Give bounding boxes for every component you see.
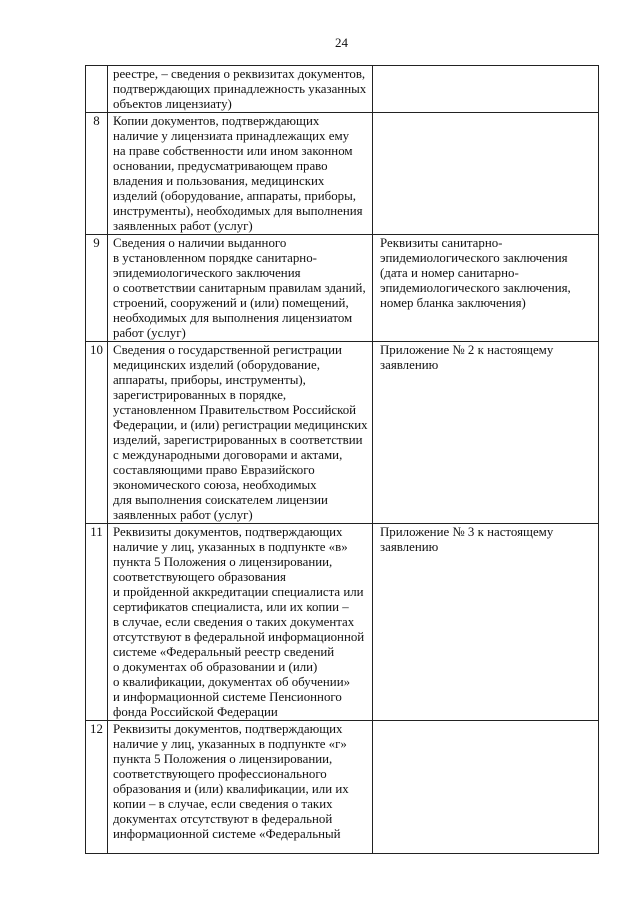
row-description: Сведения о наличии выданного в установленном порядке санитарно- эпидемиологического заключения о соответствии санитарным правилам зданий, строений, сооружений и (или) помещений, необходимых для выполнения лицензиатом работ (услуг) bbox=[108, 235, 373, 342]
row-requisites bbox=[373, 66, 599, 113]
table-row bbox=[86, 235, 599, 342]
table-row bbox=[86, 66, 599, 113]
row-description: Реквизиты документов, подтверждающих наличие у лиц, указанных в подпункте «г» пункта 5 Положения о лицензировании, соответствующего профессионального образования и (или) квалификации, или их копии – в случае, если сведения о таких документах отсутствуют в федеральной информационной системе «Федеральный bbox=[108, 721, 373, 854]
row-requisites bbox=[373, 113, 599, 235]
row-requisites bbox=[373, 721, 599, 854]
table-row bbox=[86, 721, 599, 854]
row-number: 9 bbox=[86, 235, 108, 342]
row-description: Реквизиты документов, подтверждающих наличие у лиц, указанных в подпункте «в» пункта 5 Положения о лицензировании, соответствующего образования и пройденной аккредитации специалиста или сертификатов специалиста, или их копии – в случае, если сведения о таких документах отсутствуют в федеральной информационной системе «Федеральный реестр сведений о документах об образовании и (или) о квалификации, документах об обучении» и информационной системе Пенсионного фонда Российской Федерации bbox=[108, 524, 373, 721]
row-number bbox=[86, 66, 108, 113]
page-number: 24 bbox=[335, 35, 348, 50]
table-row bbox=[86, 113, 599, 235]
row-number: 11 bbox=[86, 524, 108, 721]
table-row bbox=[86, 524, 599, 721]
row-description: реестре, – сведения о реквизитах документов, подтверждающих принадлежность указанных объектов лицензиату) bbox=[108, 66, 373, 113]
requirements-table bbox=[85, 65, 599, 854]
row-description: Копии документов, подтверждающих наличие у лицензиата принадлежащих ему на праве собственности или ином законном основании, предусматривающем право владения и пользования, медицинских изделий (оборудование, аппараты, приборы, инструменты), необходимых для выполнения заявленных работ (услуг) bbox=[108, 113, 373, 235]
row-number: 12 bbox=[86, 721, 108, 854]
row-requisites: Приложение № 3 к настоящему заявлению bbox=[373, 524, 599, 721]
row-number: 10 bbox=[86, 342, 108, 524]
row-requisites: Реквизиты санитарно- эпидемиологического заключения (дата и номер санитарно- эпидемиологического заключения, номер бланка заключения) bbox=[373, 235, 599, 342]
row-description: Сведения о государственной регистрации медицинских изделий (оборудование, аппараты, приборы, инструменты), зарегистрированных в порядке, установленном Правительством Российской Федерации, и (или) регистрации медицинских изделий, зарегистрированных в соответствии с международными договорами и актами, составляющими право Евразийского экономического союза, необходимых для выполнения соискателем лицензии заявленных работ (услуг) bbox=[108, 342, 373, 524]
row-number: 8 bbox=[86, 113, 108, 235]
table-row bbox=[86, 342, 599, 524]
row-requisites: Приложение № 2 к настоящему заявлению bbox=[373, 342, 599, 524]
